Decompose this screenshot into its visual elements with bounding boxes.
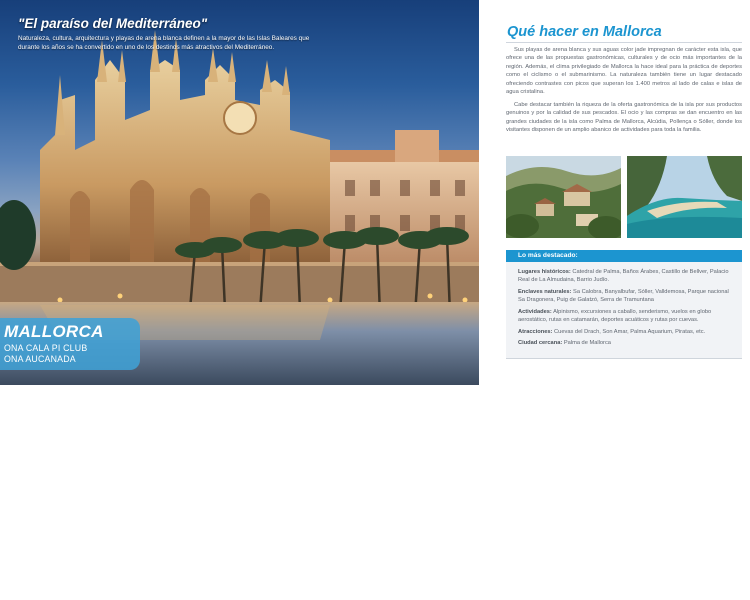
highlight-item (518, 339, 732, 347)
highlight-item (518, 328, 732, 336)
photo-intro-text: Naturaleza, cultura, arquitectura y playas de arena blanca definen a la mayor de las Islas Baleares que durante los años se ha convertido en uno de los destinos más atractivos del Mediterráneo. (18, 35, 310, 51)
cathedral-photo (0, 0, 479, 385)
section-heading: Qué hacer en Mallorca (507, 24, 662, 40)
photo-title: "El paraíso del Mediterráneo" (18, 16, 208, 31)
highlight-text: Palma de Mallorca (563, 340, 611, 346)
highlights-title: Lo más destacado: (518, 252, 578, 259)
highlight-text: Alpinismo, excursiones a caballo, senderismo, vuelos en globo aerostático, rutas en catamarán, deportes acuáticos y rutas por cuevas. (518, 309, 712, 323)
heading-divider (506, 42, 742, 43)
highlight-text: Sa Calobra, Banyalbufar, Sóller, Valldemosa, Parque nacional Sa Dragonera, Puig de Galatzó, Serra de Tramuntana (518, 289, 729, 303)
highlight-label: Ciudad cercana: (518, 340, 563, 346)
highlight-label: Lugares históricos: (518, 269, 571, 275)
highlight-label: Atracciones: (518, 329, 553, 335)
destination-name: MALLORCA (4, 322, 104, 341)
hotel-name: ONA AUCANADA (4, 354, 76, 364)
highlight-item (518, 268, 732, 284)
body-paragraph: Sus playas de arena blanca y sus aguas color jade impregnan de carácter esta isla, que ofrece una de las propuestas gastronómicas, culturales y de ocio más importantes de la región. Además, el clima privilegiado de Mallorca la hace ideal para la práctica de deportes como el ciclismo o el submarinismo. La naturaleza también tiene un lugar destacado ofreciendo contrastes con picos que superan los 1.400 metros al lado de calas e islas de agua cristalina. (506, 47, 742, 96)
highlight-item (518, 308, 732, 324)
highlight-item (518, 288, 732, 304)
destination-label-box (0, 318, 140, 370)
village-photo (506, 156, 621, 238)
highlight-text: Catedral de Palma, Baños Árabes, Castillo de Bellver, Palacio Real de La Almudaina, Barrio Judío. (518, 269, 729, 283)
highlights-panel (506, 250, 742, 359)
body-paragraph: Cabe destacar también la riqueza de la oferta gastronómica de la isla por sus productos genuinos y por la calidad de sus pescados. El ocio y las compras se dan encuentro en las grandes ciudades de la isla como Palma de Mallorca, Alcúdia, Pollença o Sóller, donde los visitantes disponen de un amplio abanico de actividades para toda la familia. (506, 102, 742, 134)
highlight-label: Enclaves naturales: (518, 289, 572, 295)
highlight-label: Actividades: (518, 309, 552, 315)
hotel-name: ONA CALA PI CLUB (4, 343, 88, 353)
highlight-text: Cuevas del Drach, Son Amar, Palma Aquarium, Piratas, etc. (554, 329, 706, 335)
cove-photo (627, 156, 742, 238)
